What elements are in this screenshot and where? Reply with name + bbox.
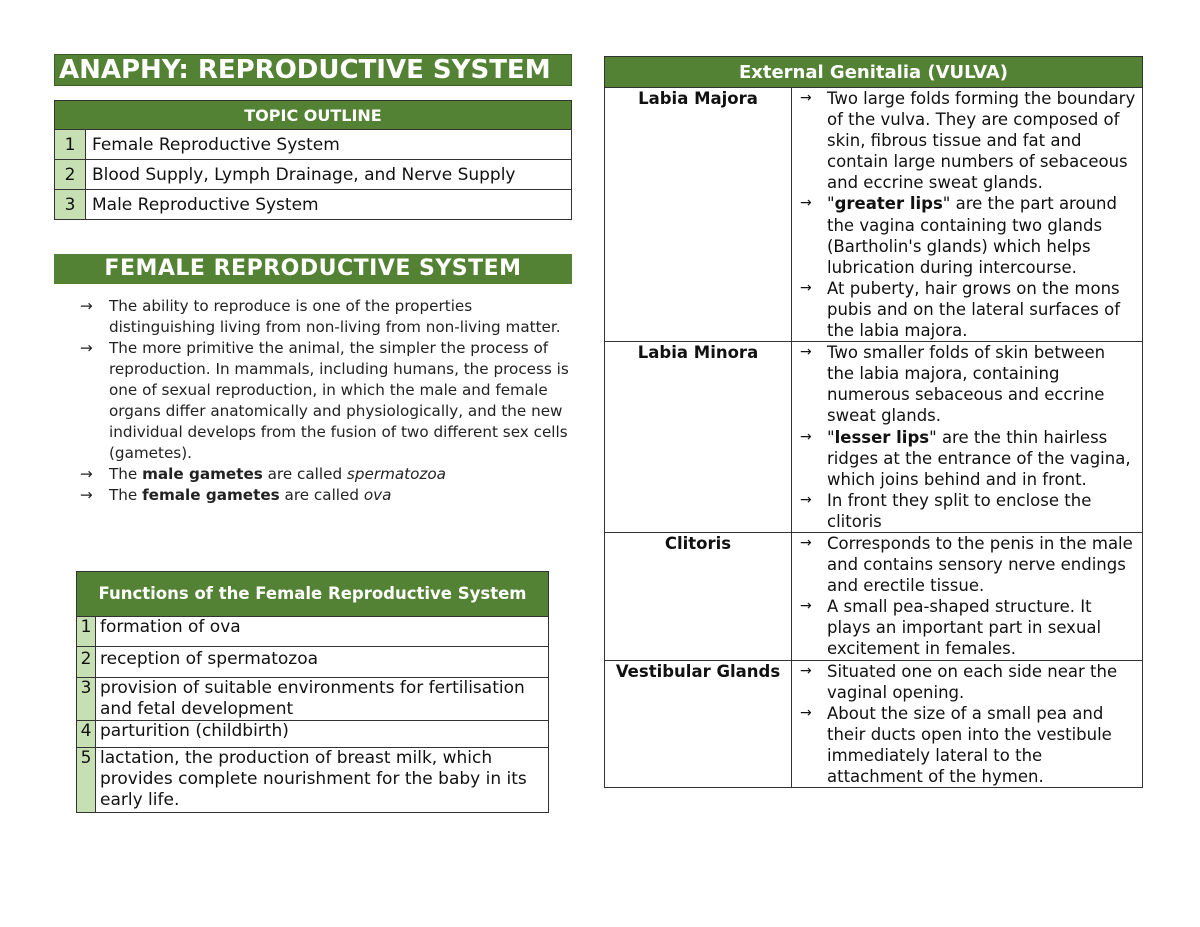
list-item — [80, 296, 574, 338]
arrow-icon: → — [800, 279, 812, 296]
table-row — [605, 660, 1143, 788]
bullet-text: " are the part around the vagina containing two glands (Bartholin's glands) which helps lubrication during intercourse. — [827, 194, 1117, 277]
term-description — [792, 660, 1143, 788]
bullet-italic-term: ova — [363, 486, 392, 504]
table-row — [55, 130, 572, 160]
arrow-icon: → — [800, 491, 812, 508]
bullet-bold-term: male gametes — [142, 465, 263, 483]
outline-item: Male Reproductive System — [86, 190, 572, 220]
row-number: 3 — [55, 190, 86, 220]
document-title: ANAPHY: REPRODUCTIVE SYSTEM — [54, 54, 572, 86]
term-labia-minora: Labia Minora — [605, 342, 792, 533]
bullet-text: The more primitive the animal, the simpler the process of reproduction. In mammals, including humans, the process is one of sexual reproduction, in which the male and female organs differ anatomically and physiologically, and the new individual develops from the fusion of two different sex cells (gametes). — [109, 339, 569, 462]
arrow-icon: → — [800, 534, 812, 551]
list-item — [80, 485, 574, 506]
table-row — [55, 160, 572, 190]
arrow-icon: → — [800, 428, 812, 445]
row-number: 1 — [55, 130, 86, 160]
bullet-bold-term: female gametes — [142, 486, 280, 504]
list-item — [798, 533, 1136, 596]
bold-term: greater lips — [834, 194, 943, 214]
bullet-text: Two smaller folds of skin between the labia majora, containing numerous sebaceous and eccrine sweat glands. — [827, 343, 1106, 426]
bullet-text: Corresponds to the penis in the male and contains sensory nerve endings and erectile tissue. — [827, 533, 1133, 596]
arrow-icon: → — [800, 598, 812, 615]
arrow-icon: → — [80, 465, 93, 483]
functions-table-header: Functions of the Female Reproductive System — [77, 572, 549, 617]
list-item — [798, 596, 1136, 659]
row-number: 1 — [77, 617, 96, 647]
table-row — [77, 617, 549, 647]
term-description — [792, 88, 1143, 342]
bullet-text: About the size of a small pea and their ducts open into the vestibule immediately lateral to the attachment of the hymen. — [827, 703, 1112, 786]
external-genitalia-header: External Genitalia (VULVA) — [605, 57, 1143, 88]
list-item — [798, 342, 1136, 426]
list-item — [80, 338, 574, 464]
function-item: formation of ova — [96, 617, 549, 647]
external-genitalia-table — [604, 56, 1143, 788]
bold-term: lesser lips — [834, 427, 930, 447]
bullet-text-mid: are called — [262, 465, 347, 483]
list-item — [798, 193, 1136, 277]
quote-mark: " — [827, 427, 835, 447]
table-row — [77, 678, 549, 721]
arrow-icon: → — [800, 662, 812, 679]
bullet-text: " are the thin hairless ridges at the entrance of the vagina, which joins behind and in front. — [827, 427, 1131, 489]
row-number: 5 — [77, 748, 96, 813]
topic-outline-table — [54, 100, 572, 220]
table-row — [55, 190, 572, 220]
intro-bullet-list — [80, 296, 574, 506]
arrow-icon: → — [80, 339, 93, 357]
quote-mark: " — [827, 194, 835, 214]
topic-outline-header: TOPIC OUTLINE — [55, 101, 572, 130]
term-vestibular-glands: Vestibular Glands — [605, 660, 792, 788]
bullet-text: Situated one on each side near the vaginal opening. — [827, 661, 1118, 702]
arrow-icon: → — [800, 704, 812, 721]
row-number: 4 — [77, 721, 96, 748]
list-item — [798, 490, 1136, 532]
bullet-text: A small pea-shaped structure. It plays an important part in sexual excitement in females. — [827, 597, 1102, 659]
row-number: 2 — [77, 647, 96, 678]
term-clitoris: Clitoris — [605, 532, 792, 660]
term-description — [792, 532, 1143, 660]
arrow-icon: → — [800, 90, 812, 106]
functions-table — [76, 571, 549, 813]
arrow-icon: → — [80, 486, 93, 504]
function-item: provision of suitable environments for fertilisation and fetal development — [96, 678, 549, 721]
bullet-italic-term: spermatozoa — [346, 465, 446, 483]
bullet-text: Two large folds forming the boundary of the vulva. They are composed of skin, fibrous tissue and fat and contain large numbers of sebaceous and eccrine sweat glands. — [827, 89, 1136, 193]
table-row — [77, 647, 549, 678]
list-item — [798, 427, 1136, 490]
row-number: 2 — [55, 160, 86, 190]
arrow-icon: → — [80, 297, 93, 315]
list-item — [798, 703, 1136, 787]
table-row — [605, 88, 1143, 342]
list-item — [80, 464, 574, 485]
bullet-text: The ability to reproduce is one of the properties distinguishing living from non-living from non-living matter. — [109, 297, 561, 336]
function-item: lactation, the production of breast milk, which provides complete nourishment for the baby in its early life. — [96, 748, 549, 813]
row-number: 3 — [77, 678, 96, 721]
bullet-text: In front they split to enclose the clitoris — [827, 490, 1092, 531]
table-row — [605, 342, 1143, 533]
list-item — [798, 278, 1136, 341]
outline-item: Female Reproductive System — [86, 130, 572, 160]
bullet-text-pre: The — [109, 465, 143, 483]
function-item: parturition (childbirth) — [96, 721, 549, 748]
arrow-icon: → — [800, 195, 812, 212]
outline-item: Blood Supply, Lymph Drainage, and Nerve Supply — [86, 160, 572, 190]
table-row — [77, 721, 549, 748]
bullet-text-pre: The — [109, 486, 143, 504]
section-title: FEMALE REPRODUCTIVE SYSTEM — [54, 254, 572, 284]
function-item: reception of spermatozoa — [96, 647, 549, 678]
table-row — [77, 748, 549, 813]
term-description — [792, 342, 1143, 533]
bullet-text: At puberty, hair grows on the mons pubis and on the lateral surfaces of the labia majora. — [827, 278, 1121, 341]
arrow-icon: → — [800, 344, 812, 361]
list-item — [798, 88, 1136, 193]
term-labia-majora: Labia Majora — [605, 88, 792, 342]
list-item — [798, 661, 1136, 703]
table-row — [605, 532, 1143, 660]
bullet-text-mid: are called — [279, 486, 364, 504]
